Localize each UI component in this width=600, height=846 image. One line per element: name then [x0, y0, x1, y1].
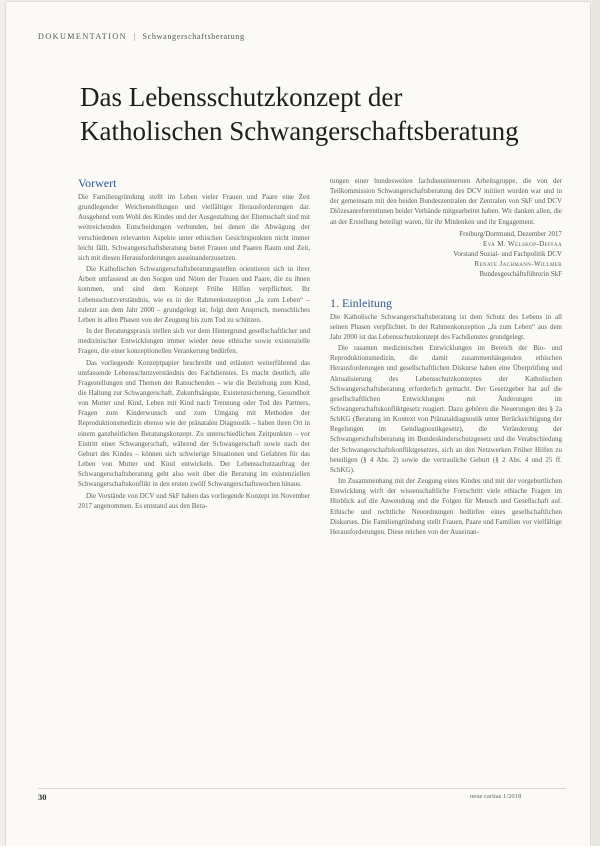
- signature-role-2: Bundesgeschäftsführerin SkF: [479, 270, 562, 279]
- einleitung-paragraph: Die Katholische Schwangerschaftsberatung ist dem Schutz des Lebens in all seinen Phasen verpflichtet. In der Rahmenkonzeption „Ja zum Leben“ aus dem Jahr 2000 ist das Lebensschutzkonzept des Fachdienstes grundgelegt.: [330, 312, 562, 341]
- vorwort-paragraph: Die Katholischen Schwangerschaftsberatungsstellen orientieren sich in ihrer Arbeit umfassend an den Sorgen und Nöten der Frauen und Paare, die zu ihnen kommen, und sind dem Konzept Frühe Hilfen verpflichtet. Ihr Lebensschutzverständnis, wie es in der Rahmenkonzeption „Ja zum Leben“ – zuletzt aus dem Jahr 2000 – grundgelegt ist, folgt dem Anspruch, menschliches Leben in allen Phasen von der Zeugung bis zum Tod zu schützen.: [78, 265, 310, 324]
- header-section: DOKUMENTATION: [38, 32, 127, 41]
- scan-edge: [592, 0, 600, 846]
- running-header: [38, 32, 245, 41]
- signature-role-1: Vorstand Sozial- und Fachpolitik DCV: [453, 250, 562, 259]
- signature-block: [330, 229, 562, 280]
- vorwort-paragraph: In der Beratungspraxis stellen sich vor dem Hintergrund gesellschaftlicher und medizinischer Entwicklungen immer wieder neue ethische sowie existenzielle Fragen, die einer konzeptionellen Verankerung bedürfen.: [78, 327, 310, 356]
- left-column: [78, 176, 310, 512]
- header-separator: |: [133, 32, 136, 41]
- right-column: [330, 176, 562, 538]
- vorwort-heading: Vorwert: [78, 176, 117, 190]
- title-line-2: Katholischen Schwangerschaftsberatung: [80, 116, 519, 146]
- einleitung-paragraph: Die rasanten medizinischen Entwicklungen im Bereich der Bio- und Reproduktionsmedizin, die damit zusammenhängenden ethischen Herausforderungen und gesellschaftlichen Diskurse haben eine Überprüfung und Aktualisierung des Lebensschutzkonzeptes der Katholischen Schwangerschaftsberatung erforderlich gemacht. Der Gesetzgeber hat auf die gesellschaftlichen Entwicklungen mit Änderungen im Schwangerschaftskonfliktgesetz reagiert. Dazu gehören die Neuerungen des § 2a SchKG (Beratung im Kontext von Pränataldiagnostik unter Berücksichtigung der Regelungen im Gendiagnostikgesetz), die Veränderung der Schwangerschaftsberatung im Bundeskinderschutzgesetz und die Verabschiedung der Schwangerschaftskonfliktgesetzes, sich an den Netzwerken Früher Hilfen zu beteiligen (§ 4 Abs. 2) sowie die vertrauliche Geburt (§ 2 Abs. 4 und 25 ff. SchKG).: [330, 344, 562, 474]
- vorwort-paragraph: Die Familiengründung stellt im Leben vieler Frauen und Paare eine Zeit grundlegender Weichenstellungen und vielfältiger Herausforderungen dar. Ausgehend vom Wohl des Kindes und der Ausgestaltung der Elternschaft sind mit weitreichenden Entscheidungen verbunden, bei denen die Abwägung der verschiedenen relevanten Aspekte unter ethischen Gesichtspunkten nicht immer leicht fällt. Schwangerschaftsberatung bietet Frauen und Paaren Raum und Zeit, sich mit diesen Herausforderungen auseinanderzusetzen.: [78, 193, 310, 262]
- einleitung-paragraph: Im Zusammenhang mit der Zeugung eines Kindes und mit der vorgeburtlichen Entwicklung wirft der wissenschaftliche Fortschritt viele ethische Fragen im Hinblick auf die Anwendung und die Folgen für Mensch und Gesellschaft auf. Ethische und rechtliche Neuordnungen bedürfen eines gesellschaftlichen Diskurses. Die Familiengründung stellt Frauen, Paare und Familien vor vielfältige Herausforderungen. Diese reichen von der Auseinan-: [330, 477, 562, 536]
- vorwort-continuation: tungen einer bundesweiten fachdienstinternen Arbeitsgruppe, die von der Teilkommission Schwangerschaftsberatung des DCV initiiert wurden war und in der gemeinsam mit den beiden Bundeszentralen der Zentralen von SkF und DCV Diözesanreferentinnen beider Verbände mitgearbeitet haben. Wir danken allen, die an der Erstellung beteiligt waren, für ihr Mitdenken und ihr Engagement.: [330, 177, 562, 226]
- einleitung-heading: 1. Einleitung: [330, 295, 392, 310]
- article-title: [80, 80, 560, 148]
- signature-name-1: Eva M. Welskop-Deffaa: [483, 239, 562, 248]
- page-number: 30: [38, 792, 47, 802]
- vorwort-paragraph: Das vorliegende Konzeptpapier beschreibt und erläutert weiterführend das umfassende Lebensschutzverständnis des Fachdienstes. Es macht deutlich, alle Fragestellungen und Themen der Ratsuchenden – wie die Beziehung zum Kind, die Haltung zur Schwangerschaft, Zukunftsängste, Existenzsicherung, Gesundheit von Mutter und Kind, Leben mit Kind nach Trennung oder Tod des Partners, Fragen zum Kinderwunsch und zum Umgang mit Methoden der Reproduktionsmedizin ebenso wie der pränatalen Diagnostik – haben ihren Ort in einem ganzheitlichen Beratungskonzept. Zu unterschiedlichen Zeitpunkten – vor Eintritt einer Schwangerschaft, während der Schwangerschaft sowie nach der Geburt des Kindes – können sich schwierige Situationen und Gefahren für das Leben von Mutter und Kind entwickeln. Der Lebensschutzauftrag der Schwangerschaftsberatung geht also weit über die Beratung im existenziellen Schwangerschaftskonflikt in den ersten zwölf Schwangerschaftswochen hinaus.: [78, 358, 310, 489]
- footer-rule: [38, 788, 566, 789]
- signature-name-2: Renate Jachmann-Willmer: [474, 260, 562, 269]
- footer-source: neue caritas 1/2018: [470, 793, 522, 800]
- signature-place-date: Freiburg/Dortmund, Dezember 2017: [459, 229, 562, 238]
- vorwort-paragraph: Die Vorstände von DCV und SkF haben das vorliegende Konzept im November 2017 angenommen. Es entstand aus den Bera-: [78, 491, 310, 510]
- title-line-1: Das Lebensschutzkonzept der: [80, 82, 403, 112]
- header-topic: Schwangerschaftsberatung: [142, 32, 245, 41]
